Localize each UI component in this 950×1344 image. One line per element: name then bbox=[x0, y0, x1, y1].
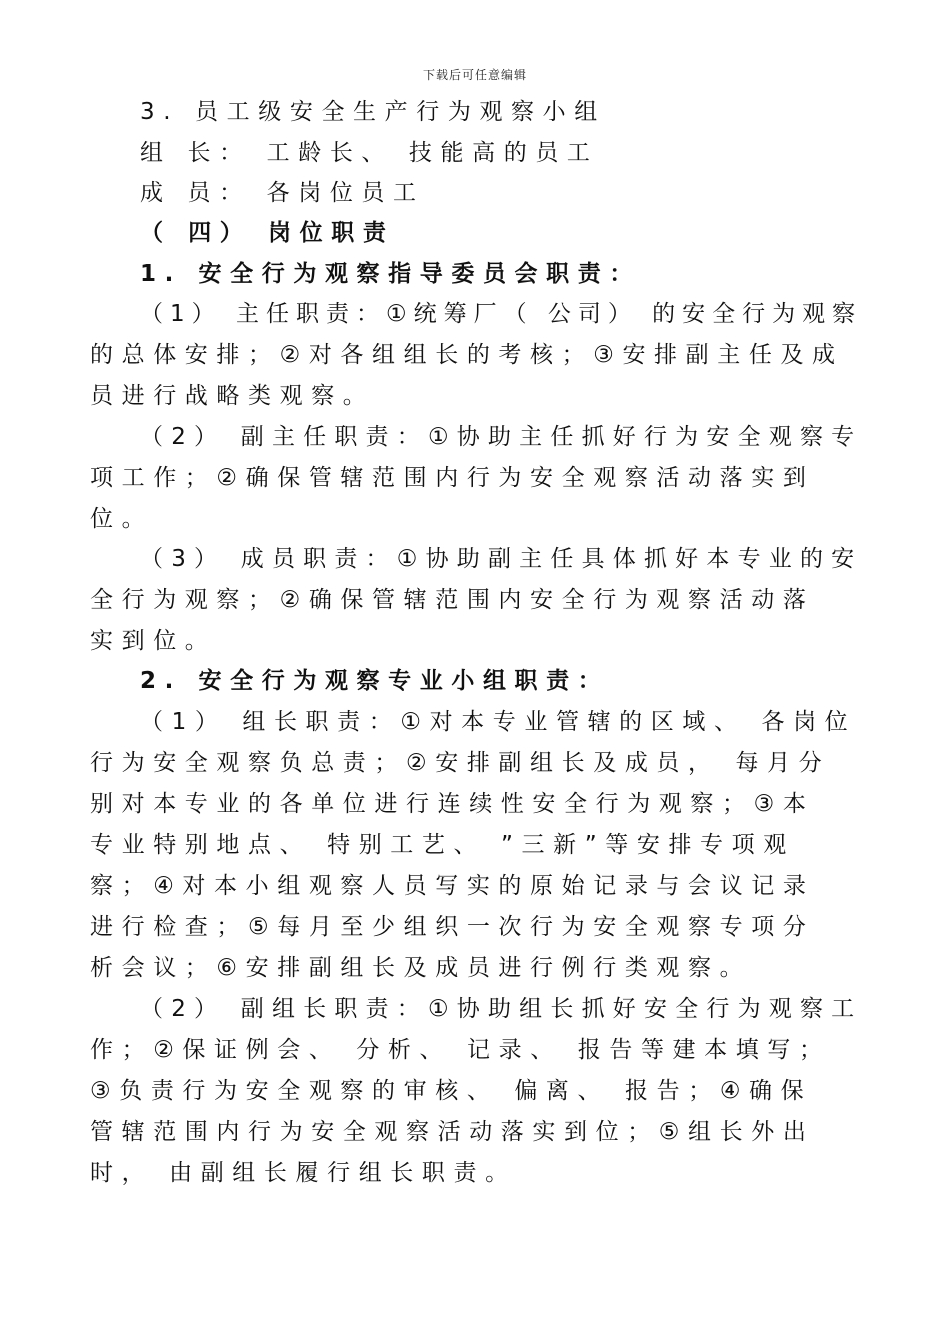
paragraph-line: 别对本专业的各单位进行连续性安全行为观察；③本 bbox=[90, 791, 815, 817]
paragraph-line: （1） 组长职责：①对本专业管辖的区域、 各岗位 bbox=[140, 709, 857, 735]
paragraph-line: 察；④对本小组观察人员写实的原始记录与会议记录 bbox=[90, 873, 815, 899]
paragraph-line: 员进行战略类观察。 bbox=[90, 383, 375, 409]
paragraph-line: 管辖范围内行为安全观察活动落实到位；⑤组长外出 bbox=[90, 1119, 815, 1145]
paragraph-line: 全行为观察；②确保管辖范围内安全行为观察活动落 bbox=[90, 587, 815, 613]
paragraph-line: （2） 副主任职责：①协助主任抓好行为安全观察专 bbox=[140, 424, 863, 450]
page-header: 下载后可任意编辑 bbox=[422, 68, 527, 82]
paragraph-line: ③负责行为安全观察的审核、 偏离、 报告；④确保 bbox=[90, 1078, 813, 1104]
paragraph-line: 进行检查；⑤每月至少组织一次行为安全观察专项分 bbox=[90, 914, 815, 940]
subheading-team-duties: 2. 安全行为观察专业小组职责： bbox=[140, 668, 610, 694]
paragraph-line: 的总体安排；②对各组组长的考核；③安排副主任及成 bbox=[90, 342, 844, 368]
paragraph-line: 实到位。 bbox=[90, 628, 217, 654]
paragraph-line: 项工作；②确保管辖范围内行为安全观察活动落实到 bbox=[90, 465, 815, 491]
group-member-line: 成 员： 各岗位员工 bbox=[140, 180, 425, 206]
paragraph-line: （2） 副组长职责：①协助组长抓好安全行为观察工 bbox=[140, 996, 863, 1022]
paragraph-line: 专业特别地点、 特别工艺、 ”三新”等安排专项观 bbox=[90, 832, 795, 858]
paragraph-line: （3） 成员职责：①协助副主任具体抓好本专业的安 bbox=[140, 546, 863, 572]
paragraph-line: 析会议；⑥安排副组长及成员进行例行类观察。 bbox=[90, 955, 752, 981]
paragraph-line: 时， 由副组长履行组长职责。 bbox=[90, 1160, 517, 1186]
paragraph-line: （1） 主任职责：①统筹厂（ 公司） 的安全行为观察 bbox=[140, 301, 863, 327]
subheading-committee-duties: 1. 安全行为观察指导委员会职责： bbox=[140, 261, 641, 287]
group-leader-line: 组 长： 工龄长、 技能高的员工 bbox=[140, 140, 599, 166]
paragraph-line: 作；②保证例会、 分析、 记录、 报告等建本填写； bbox=[90, 1037, 831, 1063]
section-title-duties: （ 四） 岗位职责 bbox=[140, 220, 395, 246]
heading-worker-group: 3. 员工级安全生产行为观察小组 bbox=[140, 99, 606, 125]
paragraph-line: 行为安全观察负总责；②安排副组长及成员， 每月分 bbox=[90, 750, 831, 776]
paragraph-line: 位。 bbox=[90, 506, 154, 532]
